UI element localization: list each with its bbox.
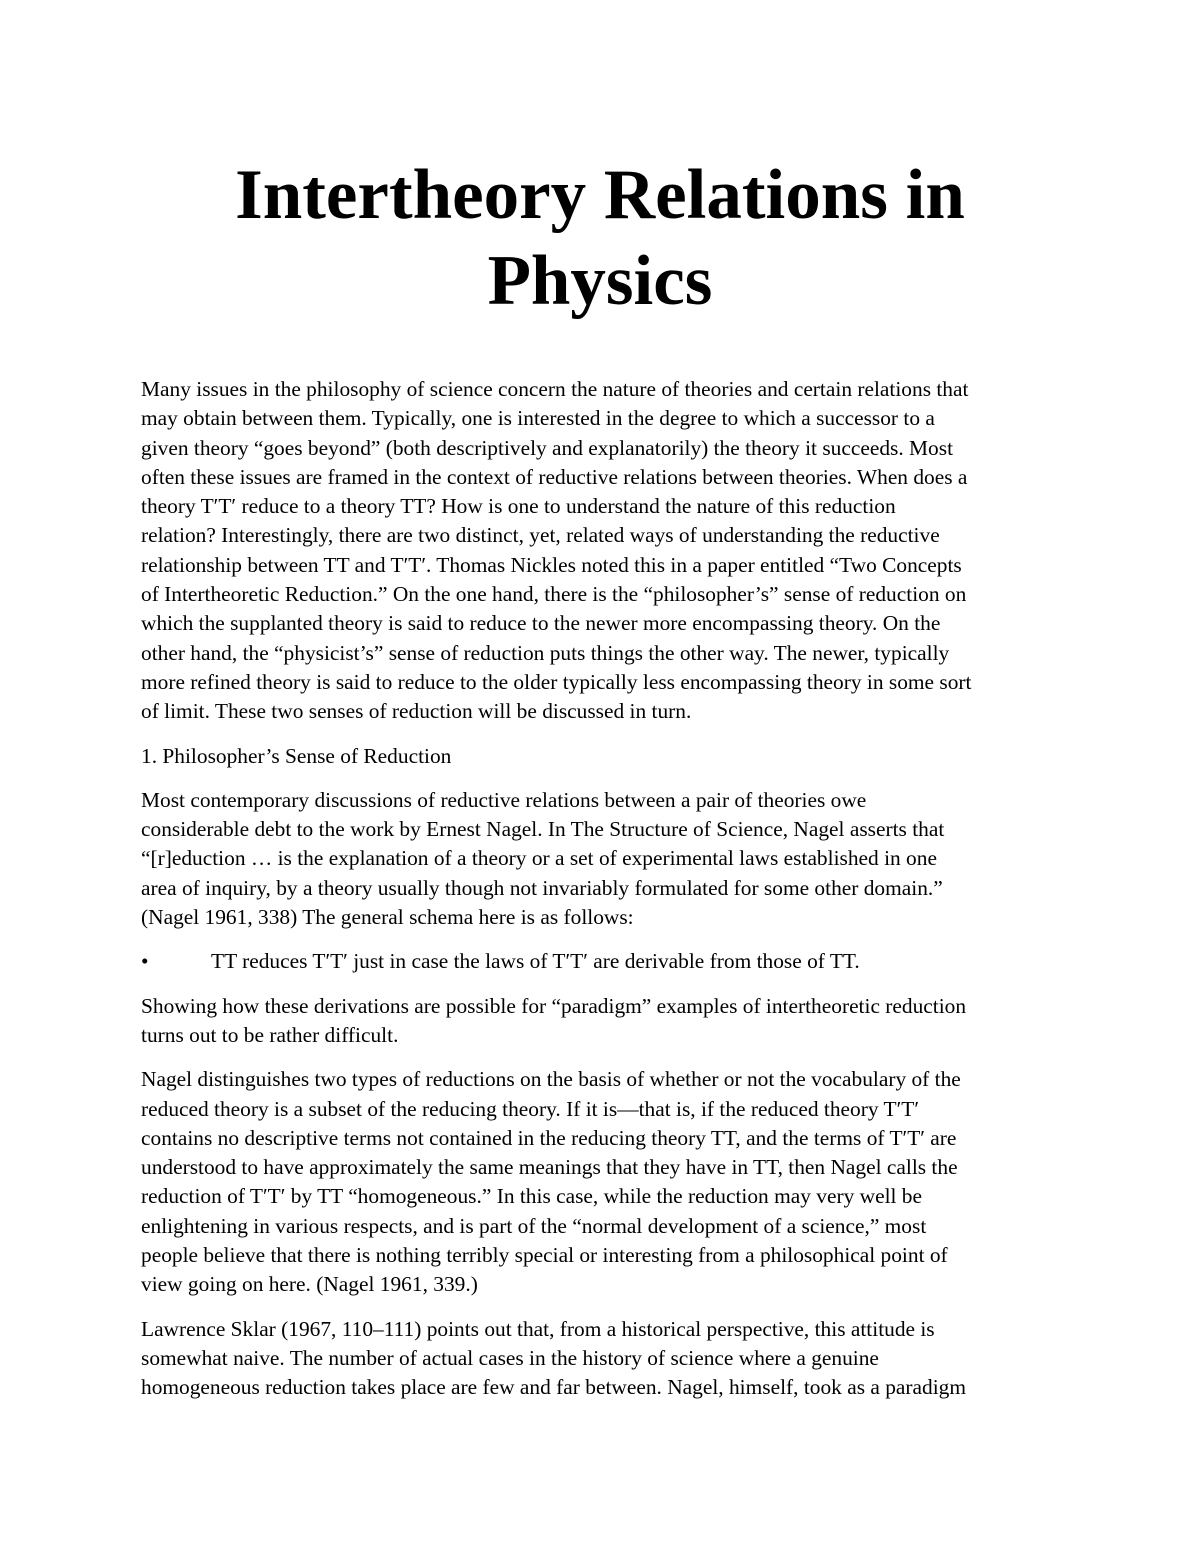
text-line: considerable debt to the work by Ernest Nagel. In The Structure of Science, Nagel asserts that — [141, 817, 945, 842]
section-heading-text: 1. Philosopher’s Sense of Reduction — [141, 743, 452, 768]
text-line: of Intertheoretic Reduction.” On the one hand, there is the “philosopher’s” sense of reduction on — [141, 582, 967, 607]
text-line: given theory “goes beyond” (both descriptively and explanatorily) the theory it succeeds. Most — [141, 435, 954, 460]
text-line: “[r]eduction … is the explanation of a theory or a set of experimental laws established in one — [141, 846, 937, 871]
text-line: may obtain between them. Typically, one is interested in the degree to which a successor to a — [141, 406, 935, 431]
text-line: reduction of T′T′ by TT “homogeneous.” In this case, while the reduction may very well be — [141, 1184, 922, 1209]
text-line: more refined theory is said to reduce to the older typically less encompassing theory in some sort — [141, 669, 972, 694]
bullet-text: TT reduces T′T′ just in case the laws of T′T′ are derivable from those of TT. — [211, 949, 860, 974]
text-line: which the supplanted theory is said to reduce to the newer more encompassing theory. On the — [141, 611, 941, 636]
text-line: contains no descriptive terms not contained in the reducing theory TT, and the terms of T′T′ are — [141, 1125, 957, 1150]
text-line: Lawrence Sklar (1967, 110–111) points out that, from a historical perspective, this attitude is — [141, 1316, 935, 1341]
derivation-paragraph — [141, 992, 1081, 1051]
text-line: enlightening in various respects, and is part of the “normal development of a science,” most — [141, 1213, 927, 1238]
text-line: of limit. These two senses of reduction will be discussed in turn. — [141, 699, 692, 724]
nagel-paragraph — [141, 786, 1081, 932]
text-line: turns out to be rather difficult. — [141, 1022, 399, 1047]
text-line: Many issues in the philosophy of science concern the nature of theories and certain relations that — [141, 377, 969, 401]
text-line: somewhat naive. The number of actual cases in the history of science where a genuine — [141, 1345, 879, 1370]
text-line: people believe that there is nothing terribly special or interesting from a philosophical point of — [141, 1243, 948, 1268]
homogeneous-paragraph — [141, 1065, 1081, 1299]
sklar-paragraph — [141, 1315, 1081, 1403]
text-line: homogeneous reduction takes place are few and far between. Nagel, himself, took as a paradigm — [141, 1375, 967, 1400]
text-line: often these issues are framed in the context of reductive relations between theories. When does a — [141, 464, 968, 489]
text-line: Showing how these derivations are possible for “paradigm” examples of intertheoretic reduction — [141, 993, 967, 1018]
text-line: understood to have approximately the same meanings that they have in TT, then Nagel calls the — [141, 1155, 958, 1180]
text-line: area of inquiry, by a theory usually though not invariably formulated for some other domain.” — [141, 875, 943, 900]
section-heading — [141, 742, 1081, 771]
title-line: Physics — [487, 242, 713, 320]
text-line: (Nagel 1961, 338) The general schema here is as follows: — [141, 905, 634, 930]
title-line: Intertheory Relations in — [235, 156, 965, 234]
document-title — [0, 152, 1200, 324]
text-line: theory T′T′ reduce to a theory TT? How is one to understand the nature of this reduction — [141, 494, 896, 519]
bullet-list-item — [141, 947, 1081, 976]
text-line: view going on here. (Nagel 1961, 339.) — [141, 1272, 478, 1297]
bullet-icon: • — [141, 949, 149, 974]
intro-paragraph — [141, 375, 1081, 727]
text-line: other hand, the “physicist’s” sense of reduction puts things the other way. The newer, typically — [141, 640, 950, 665]
text-line: relation? Interestingly, there are two distinct, yet, related ways of understanding the reductive — [141, 523, 940, 548]
text-line: reduced theory is a subset of the reducing theory. If it is—that is, if the reduced theory T′T′ — [141, 1096, 919, 1121]
text-line: Most contemporary discussions of reductive relations between a pair of theories owe — [141, 787, 867, 812]
text-line: Nagel distinguishes two types of reductions on the basis of whether or not the vocabulary of the — [141, 1067, 961, 1092]
text-line: relationship between TT and T′T′. Thomas Nickles noted this in a paper entitled “Two Concepts — [141, 552, 962, 577]
document-body — [141, 375, 1081, 1418]
